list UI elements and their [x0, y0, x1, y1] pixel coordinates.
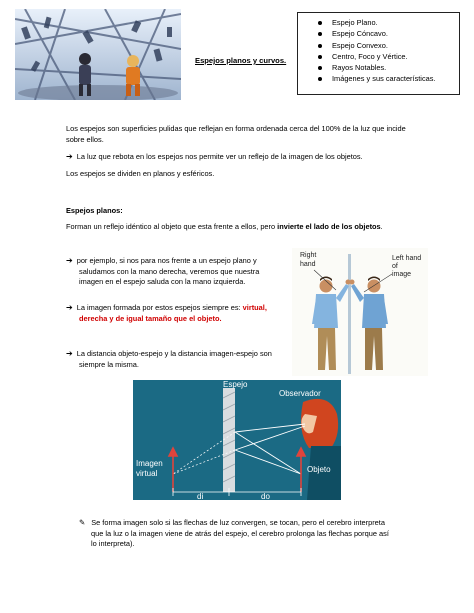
- mirror-reflection-illustration: [292, 248, 428, 376]
- arrow-paragraph-light: [66, 151, 363, 163]
- division-paragraph: Los espejos se dividen en planos y esféricos.: [66, 169, 215, 178]
- section-heading: Espejos planos:: [66, 206, 123, 215]
- image-properties-emphasis: virtual,: [242, 303, 267, 312]
- arrow-text: La luz que rebota en los espejos nos permite ver un reflejo de la imagen de los objetos.: [76, 152, 363, 161]
- example-line: saludamos con la mano derecha, veremos que nuestra: [79, 266, 260, 276]
- mirror-edge: [348, 254, 351, 374]
- image-properties-paragraph: [66, 302, 267, 324]
- reflected-man: [350, 277, 389, 371]
- topic-item: Espejo Cóncavo.: [316, 28, 453, 39]
- planos-def-end: .: [380, 222, 383, 231]
- topic-item: Espejo Convexo.: [316, 40, 453, 51]
- distance-line: siempre la misma.: [79, 359, 139, 369]
- distance-paragraph: [66, 348, 272, 370]
- arrow-right-icon: ➔: [66, 256, 73, 265]
- object-label: Objeto: [307, 465, 331, 474]
- ray-diagram-svg: [133, 380, 341, 500]
- distance-line: La distancia objeto-espejo y la distancia imagen-espejo son: [76, 349, 272, 358]
- observer-label: Observador: [279, 389, 321, 398]
- right-hand-label: hand: [300, 261, 316, 268]
- left-hand-label: Left hand: [392, 255, 422, 262]
- man-and-mirror-figure: [292, 248, 428, 376]
- page-title: Espejos planos y curvos.: [195, 56, 287, 65]
- final-paragraph: [79, 518, 419, 550]
- image-properties-emphasis: derecha y de igual tamaño que el objeto.: [79, 313, 222, 323]
- virtual-image-label: virtual: [136, 469, 158, 478]
- left-hand-label: of: [392, 263, 398, 270]
- topic-item: Imágenes y sus características.: [316, 73, 453, 84]
- planos-definition: [66, 222, 446, 233]
- arrow-right-icon: ➔: [66, 349, 73, 358]
- final-line: que la luz o la imagen viene de atrás del espejo, el cerebro prolonga las flechas porque así: [91, 528, 389, 538]
- topics-list-box: [297, 12, 460, 95]
- pointing-hand-icon: ✎: [79, 518, 86, 527]
- final-line: Se forma imagen solo si las flechas de luz convergen, se tocan, pero el cerebro interpreta: [91, 518, 385, 527]
- left-hand-label: image: [392, 271, 412, 278]
- arrow-right-icon: ➔: [66, 303, 73, 312]
- mirror-label: Espejo: [223, 380, 248, 389]
- virtual-image-label: Imagen: [136, 459, 163, 468]
- di-label: di: [197, 492, 204, 500]
- topics-list: [316, 17, 453, 85]
- final-line: lo interpreta).: [91, 539, 135, 549]
- mirror-bar: [223, 388, 235, 492]
- mirror-ray-diagram: [133, 380, 341, 500]
- arrow-right-icon: ➔: [66, 152, 73, 161]
- do-label: do: [261, 492, 270, 500]
- planos-def-text: Forman un reflejo idéntico al objeto que esta frente a ellos, pero: [66, 222, 278, 231]
- right-hand-label: Right: [300, 252, 317, 259]
- topic-item: Centro, Foco y Vértice.: [316, 51, 453, 62]
- intro-paragraph: Los espejos son superficies pulidas que reflejan en forma ordenada cerca del 100% de la luz que incide sobre ellos.: [66, 124, 406, 144]
- topic-item: Rayos Notables.: [316, 62, 453, 73]
- topic-item: Espejo Plano.: [316, 17, 453, 28]
- real-man: [312, 277, 351, 371]
- header-image: [15, 9, 181, 100]
- example-paragraph: [66, 255, 259, 288]
- example-line: imagen en el espejo saluda con la mano izquierda.: [79, 277, 246, 287]
- image-properties-text: La imagen formada por estos espejos siempre es:: [76, 303, 243, 312]
- planos-def-emphasis: invierte el lado de los objetos: [277, 222, 381, 231]
- example-line: por ejemplo, si nos para nos frente a un espejo plano y: [76, 256, 257, 265]
- anime-scene-illustration: [15, 9, 181, 100]
